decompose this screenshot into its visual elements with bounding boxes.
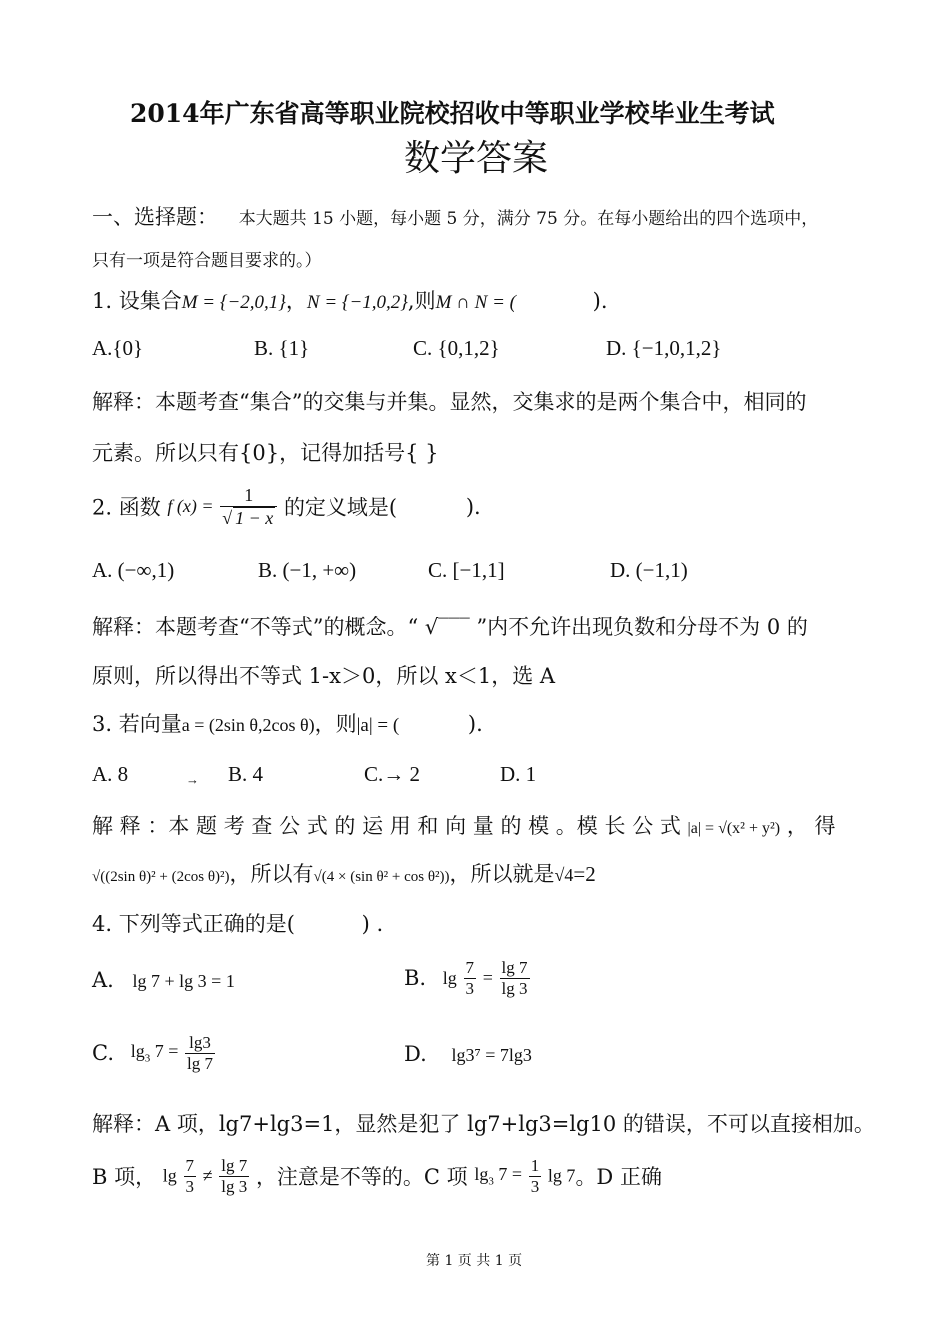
q4-exp-ne: ≠ [202,1165,213,1186]
q4-option-b-rnum: lg 7 [501,958,528,977]
q4-exp-c-num: 1 [530,1156,540,1175]
q4-option-c-label: C. [92,1041,114,1066]
q3-expression-4: √4 [554,865,574,885]
q2-option-c: C. [−1,1] [428,558,505,582]
q4-exp-c-frac [529,1156,542,1196]
q4-option-b-rfrac [500,958,530,998]
q3-prefix: 3. 若向量 [92,712,182,736]
q3-explanation-line2 [92,858,596,888]
q2-close: ). [465,494,481,519]
q2-explanation-line2: 原则，所以得出不等式 1-x＞0，所以 x＜1，选 A [92,664,556,688]
q3-then: ，则 [314,712,357,736]
q3-expression-2: √((2sin θ)² + (2cos θ)²) [92,869,230,885]
q1-explanation-line2: 元素。所以只有{0}，记得加括号{ } [92,441,439,465]
q3-so-then: ，所以就是 [449,862,555,886]
q4-option-b-label: B. [404,966,427,991]
q4-stem-text: 4. 下列等式正确的是( [92,912,295,936]
q3-explanation-tail: ， 得 [786,814,836,838]
q2-fraction [220,485,277,528]
q3-expression-3: √(4 × (sin θ² + cos θ²)) [313,869,450,885]
q1-set-m: M = {−2,0,1} [181,292,286,313]
q4-option-b-rden: lg 3 [501,978,528,998]
q3-option-b: B. 4 [228,762,264,786]
q1-option-b: B. {1} [254,336,310,360]
q1-expression: M ∩ N = ( [435,292,516,313]
q3-vector: a = (2sin θ,2cos θ) [181,715,315,735]
q4-option-a [92,968,235,992]
q1-then: ,则 [407,289,436,313]
q2-option-d: D. (−1,1) [610,558,688,582]
q4-option-c-den: lg 7 [187,1053,214,1073]
q4-exp-b: B 项， [92,1165,157,1190]
q4-option-c-frac [185,1033,215,1073]
q4-exp-c-den: 3 [530,1176,540,1196]
q2-radicand: 1 − x [235,507,274,528]
q4-option-c [92,1033,215,1073]
page-number: 第 1 页 共 1 页 [426,1253,523,1269]
q4-option-b-den: 3 [465,978,474,998]
q4-exp-num: 7 [185,1156,194,1175]
q3-formula-modulus: |a| = √(x² + y²) [687,820,781,837]
q4-exp-frac [184,1156,197,1196]
q4-option-a-label: A. [92,968,114,992]
q4-option-c-lg [130,1041,179,1065]
q4-exp-note: ，注意是不等的。C 项 [255,1165,468,1190]
q2-suffix: 的定义域是( [283,495,398,520]
question-2-stem [92,485,481,528]
q4-close: ) . [361,912,384,936]
q2-option-b: B. (−1, +∞) [258,558,357,582]
q2-denominator: √ 1 − x [222,507,274,528]
q4-option-c-lg-text: lg [130,1041,145,1062]
section-description: 本大题共 15 小题，每小题 5 分，满分 75 分。在每小题给出的四个选项中， [238,209,819,229]
q3-explanation-line1 [92,810,836,840]
q1-prefix: 1. 设集合 [92,289,182,313]
q3-option-c: C.→ 2 [364,762,421,786]
q1-option-d: D. {−1,0,1,2} [606,336,722,360]
q2-option-a: A. (−∞,1) [92,558,175,582]
q2-explanation-line1: 解释：本题考查“不等式”的概念。“ √‾‾‾ ”内不允许出现负数和分母不为 0 的 [92,615,808,639]
q4-option-d-expr: lg3⁷ = 7lg3 [451,1045,532,1065]
q3-option-a: A. 8 [92,762,129,786]
question-1-stem [92,285,608,315]
q3-so: ，所以有 [229,862,314,886]
q2-prefix: 2. 函数 [92,495,161,520]
q4-option-c-base: 3 [144,1052,151,1065]
q1-close: ). [592,289,608,313]
section-heading-label: 一、选择题： [92,205,218,229]
q4-explanation-line1: 解释：A 项，lg7+lg3=1，显然是犯了 lg7+lg3=lg10 的错误，不可以直接相加。 [92,1112,875,1136]
q4-exp-c-lg [474,1164,523,1188]
q1-set-n: N = {−1,0,2} [306,292,408,313]
q4-option-b-num: 7 [465,958,474,977]
q4-option-d [404,1042,532,1066]
q3-close: ). [467,712,483,736]
q3-arrow: → [186,772,199,787]
q4-exp-lg: lg [162,1165,177,1186]
q2-numerator: 1 [220,485,277,507]
question-3-stem [92,708,483,738]
q1-option-a: A.{0} [92,336,144,360]
q4-exp-d: 。D 正确 [575,1165,662,1190]
q4-option-c-arg: 7 = [154,1041,179,1062]
section-description-line2: 只有一项是符合题目要求的。） [92,251,322,271]
q1-option-c: C. {0,1,2} [413,336,500,360]
document-subtitle: 数学答案 [404,138,549,179]
q3-result: =2 [573,862,596,886]
q4-option-a-expr: lg 7 + lg 3 = 1 [132,971,235,991]
q4-explanation-line2 [92,1156,662,1196]
q4-exp-rden: lg 3 [221,1176,248,1196]
q1-explanation-line1: 解释：本题考查“集合”的交集与并集。显然，交集求的是两个集合中，相同的 [92,390,807,414]
q4-exp-c-mid: 7 = [498,1164,523,1185]
q4-exp-rnum: lg 7 [221,1156,248,1175]
q4-option-b [404,958,530,998]
q1-separator: ， [285,289,307,313]
q4-exp-c-lg-text: lg [474,1164,489,1185]
q3-abs: |a| = ( [356,715,400,736]
q4-option-b-eq: = [482,967,493,988]
q2-function: f (x) = [167,496,214,517]
q4-option-b-lg: lg [442,967,457,988]
q4-option-d-label: D. [404,1042,427,1066]
question-4-stem [92,908,383,938]
q4-option-b-frac [464,958,477,998]
section-heading [92,201,818,231]
q4-exp-c-base: 3 [488,1175,494,1188]
q4-exp-c-tail: lg 7 [547,1165,576,1186]
q3-option-d: D. 1 [500,762,537,786]
document-title: 2014年广东省高等职业院校招收中等职业学校毕业生考试 [130,99,775,128]
q3-explanation-text: 解 释 ：本 题 考 查 公 式 的 运 用 和 向 量 的 模 。模 长 公 式 [92,814,681,838]
q4-exp-rfrac [219,1156,249,1196]
q4-exp-den: 3 [185,1176,194,1196]
q4-option-c-num: lg3 [185,1033,215,1054]
